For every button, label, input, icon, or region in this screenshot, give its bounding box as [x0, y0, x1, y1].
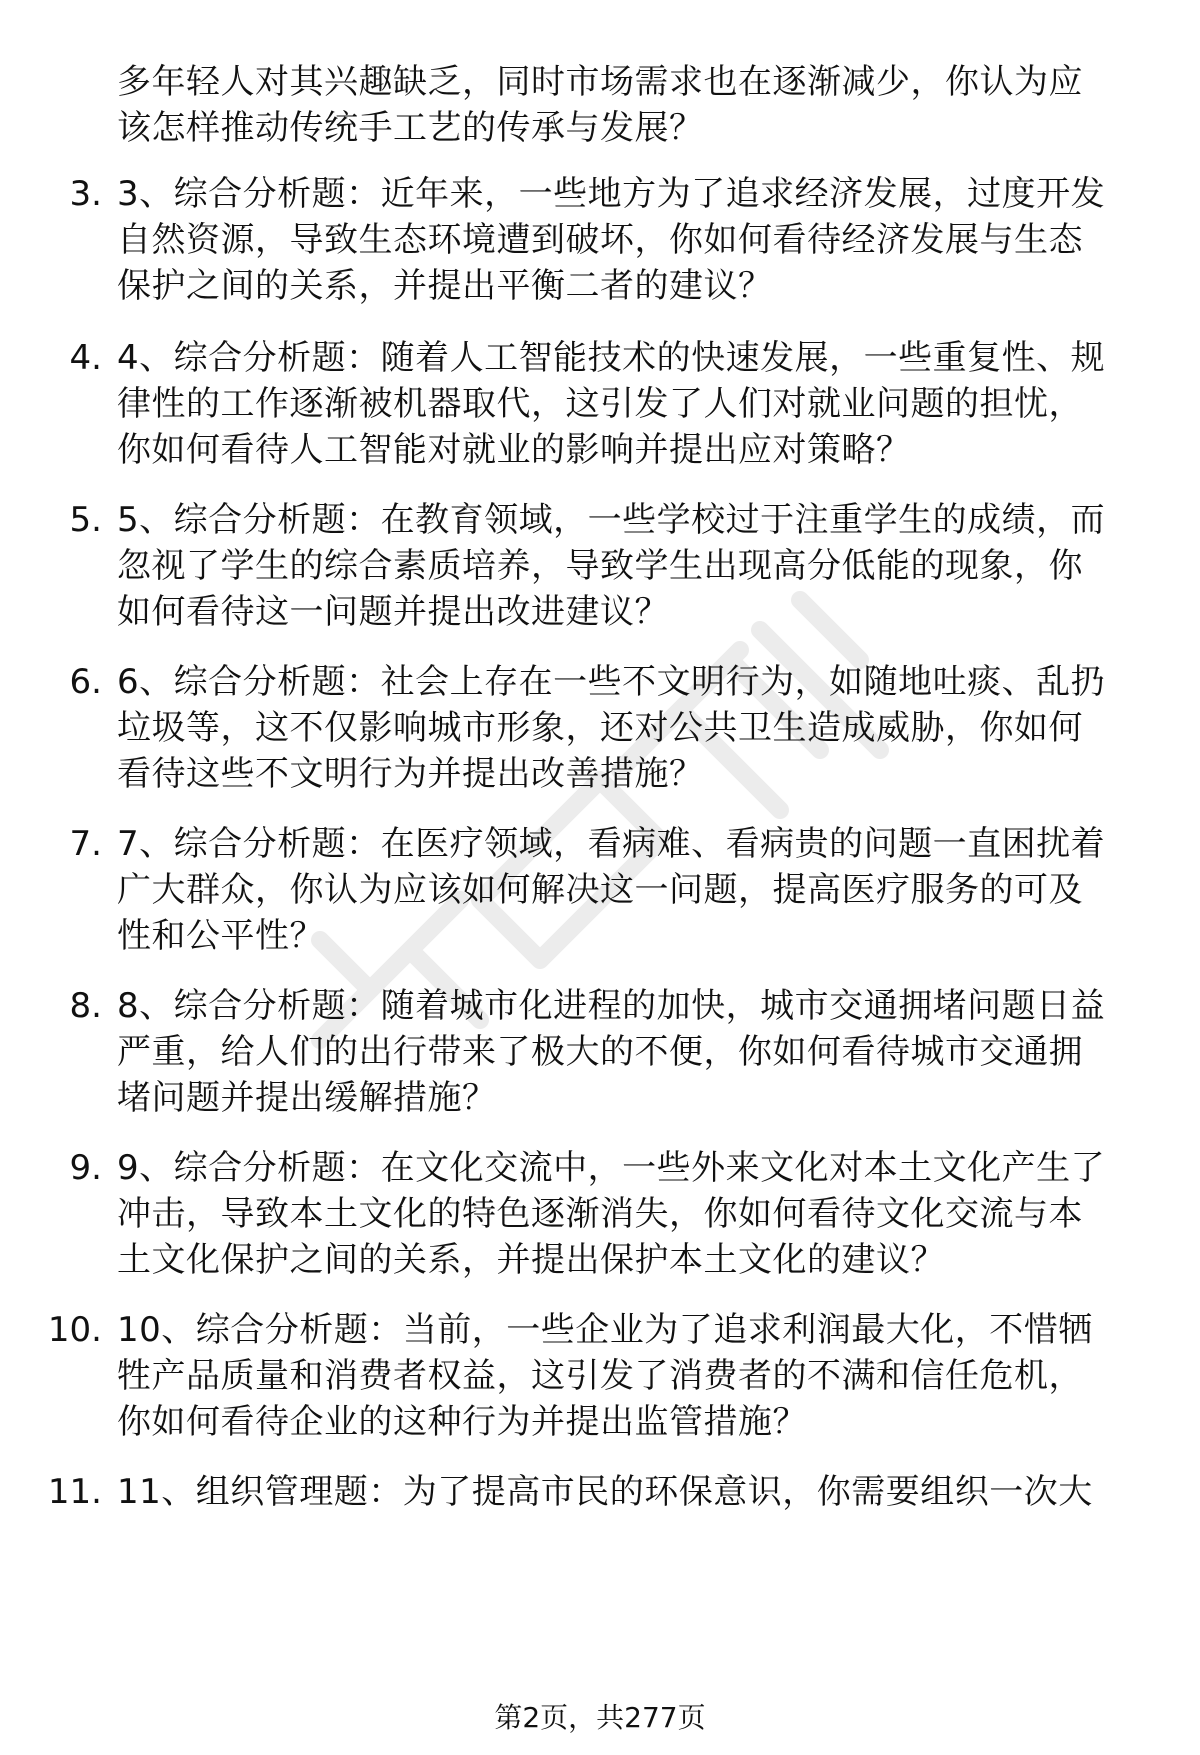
- question-line: 保护之间的关系，并提出平衡二者的建议？: [117, 266, 773, 306]
- question-number: 4.: [69, 338, 102, 378]
- continuation-line-1: 多年轻人对其兴趣缺乏，同时市场需求也在逐渐减少，你认为应: [117, 62, 1083, 102]
- question-number: 6.: [69, 662, 102, 702]
- question-number: 3.: [69, 174, 102, 214]
- question-line: 8、综合分析题：随着城市化进程的加快，城市交通拥堵问题日益: [117, 986, 1106, 1026]
- question-line: 你如何看待企业的这种行为并提出监管措施？: [117, 1402, 807, 1442]
- question-line: 11、组织管理题：为了提高市民的环保意识，你需要组织一次大: [117, 1472, 1093, 1512]
- question-line: 垃圾等，这不仅影响城市形象，还对公共卫生造成威胁，你如何: [117, 708, 1083, 748]
- question-line: 如何看待这一问题并提出改进建议？: [117, 592, 669, 632]
- question-line: 你如何看待人工智能对就业的影响并提出应对策略？: [117, 430, 911, 470]
- question-line: 严重，给人们的出行带来了极大的不便，你如何看待城市交通拥: [117, 1032, 1083, 1072]
- question-number: 10.: [47, 1310, 102, 1350]
- question-line: 5、综合分析题：在教育领域，一些学校过于注重学生的成绩，而: [117, 500, 1106, 540]
- question-line: 堵问题并提出缓解措施？: [117, 1078, 497, 1118]
- question-line: 牲产品质量和消费者权益，这引发了消费者的不满和信任危机，: [117, 1356, 1083, 1396]
- question-line: 看待这些不文明行为并提出改善措施？: [117, 754, 704, 794]
- question-line: 10、综合分析题：当前，一些企业为了追求利润最大化，不惜牺: [117, 1310, 1093, 1350]
- question-line: 广大群众，你认为应该如何解决这一问题，提高医疗服务的可及: [117, 870, 1083, 910]
- question-line: 自然资源，导致生态环境遭到破坏，你如何看待经济发展与生态: [117, 220, 1083, 260]
- continuation-line-2: 该怎样推动传统手工艺的传承与发展？: [117, 108, 704, 148]
- question-line: 7、综合分析题：在医疗领域，看病难、看病贵的问题一直困扰着: [117, 824, 1106, 864]
- question-number: 5.: [69, 500, 102, 540]
- question-line: 3、综合分析题：近年来，一些地方为了追求经济发展，过度开发: [117, 174, 1106, 214]
- question-line: 性和公平性？: [117, 916, 324, 956]
- question-line: 6、综合分析题：社会上存在一些不文明行为，如随地吐痰、乱扔: [117, 662, 1106, 702]
- question-line: 9、综合分析题：在文化交流中，一些外来文化对本土文化产生了: [117, 1148, 1106, 1188]
- question-number: 11.: [47, 1472, 102, 1512]
- question-number: 7.: [69, 824, 102, 864]
- question-line: 4、综合分析题：随着人工智能技术的快速发展，一些重复性、规: [117, 338, 1106, 378]
- question-line: 忽视了学生的综合素质培养，导致学生出现高分低能的现象，你: [117, 546, 1083, 586]
- question-number: 8.: [69, 986, 102, 1026]
- question-line: 冲击，导致本土文化的特色逐渐消失，你如何看待文化交流与本: [117, 1194, 1083, 1234]
- page-footer: 第2页，共277页: [494, 1701, 706, 1734]
- question-number: 9.: [69, 1148, 102, 1188]
- question-line: 律性的工作逐渐被机器取代，这引发了人们对就业问题的担忧，: [117, 384, 1083, 424]
- question-line: 土文化保护之间的关系，并提出保护本土文化的建议？: [117, 1240, 945, 1280]
